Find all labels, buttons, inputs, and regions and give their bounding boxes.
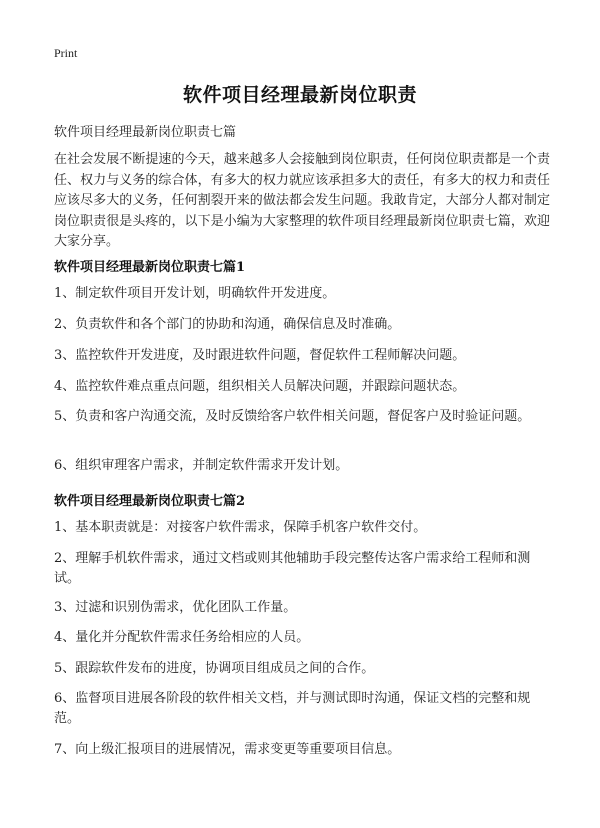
- list-item: 5、跟踪软件发布的进度，协调项目组成员之间的合作。: [54, 661, 375, 676]
- list-item: 5、负责和客户沟通交流，及时反馈给客户软件相关问题，督促客户及时验证问题。: [54, 409, 531, 424]
- section-heading-2: 软件项目经理最新岗位职责七篇2: [54, 494, 246, 509]
- document-subtitle: 软件项目经理最新岗位职责七篇: [54, 125, 237, 140]
- list-item: 6、组织审理客户需求，并制定软件需求开发计划。: [54, 458, 349, 473]
- intro-paragraph: 在社会发展不断提速的今天，越来越多人会接触到岗位职责，任何岗位职责都是一个责任、权力与义务的综合体，有多大的权力就应该承担多大的责任，有多大的权力和责任应该尽多大的义务，任何割裂开来的做法都会发生问题。我敢肯定，大部分人都对制定岗位职责很是头疼的，以下是小编为大家整理的软件项目经理最新岗位职责七篇，欢迎大家分享。: [54, 152, 550, 249]
- list-item: 7、向上级汇报项目的进展情况，需求变更等重要项目信息。: [54, 742, 401, 757]
- list-item: 4、量化并分配软件需求任务给相应的人员。: [54, 630, 310, 645]
- print-label: Print: [54, 46, 78, 60]
- page-title: 软件项目经理最新岗位职责: [182, 84, 417, 106]
- list-item: 3、过滤和识别伪需求，优化团队工作量。: [54, 600, 297, 615]
- list-item: 4、监控软件难点重点问题，组织相关人员解决问题，并跟踪问题状态。: [54, 379, 466, 394]
- list-item: 3、监控软件开发进度，及时跟进软件问题，督促软件工程师解决问题。: [54, 348, 466, 363]
- section-heading-1: 软件项目经理最新岗位职责七篇1: [54, 260, 246, 275]
- list-item: 1、基本职责就是：对接客户软件需求，保障手机客户软件交付。: [54, 520, 427, 535]
- list-item: 1、制定软件项目开发计划，明确软件开发进度。: [54, 286, 336, 301]
- list-item: 2、理解手机软件需求，通过文档或则其他辅助手段完整传达客户需求给工程师和测试。: [54, 551, 531, 586]
- list-item: 2、负责软件和各个部门的协助和沟通，确保信息及时准确。: [54, 317, 401, 332]
- list-item: 6、监督项目进展各阶段的软件相关文档，并与测试即时沟通，保证文档的完整和规范。: [54, 691, 531, 726]
